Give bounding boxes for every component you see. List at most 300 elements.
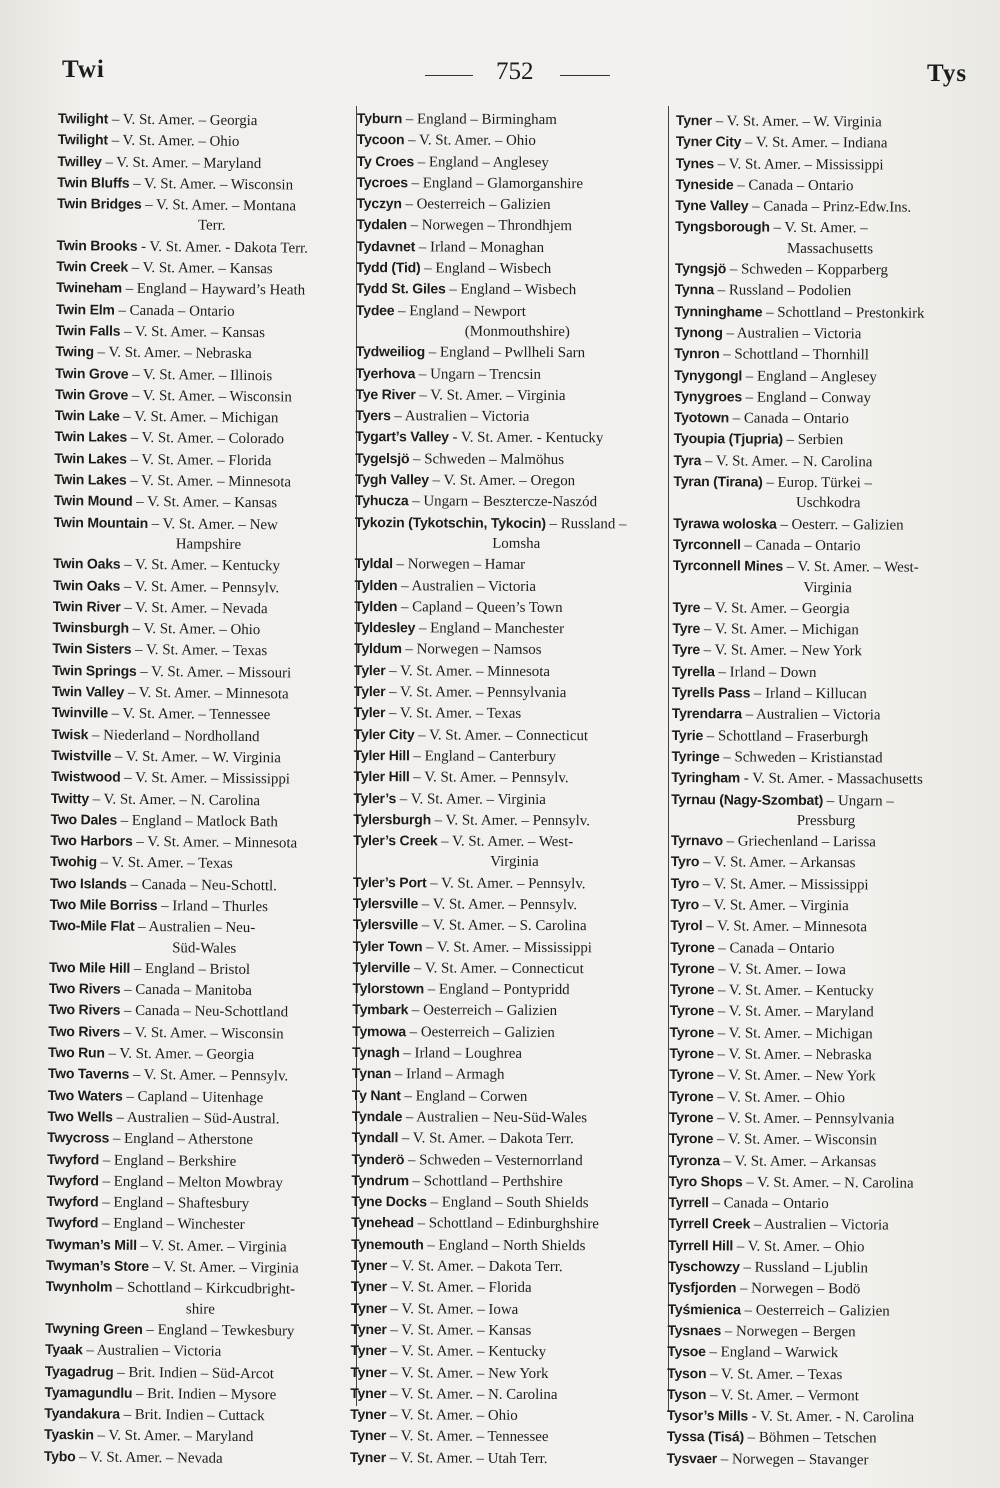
place-location: – England – Atherstone [112, 1130, 254, 1149]
gazetteer-entry [351, 1298, 656, 1321]
place-name: Tyre [672, 620, 701, 637]
gazetteer-entry [55, 341, 347, 365]
place-name: Tynan [351, 1065, 392, 1082]
place-name: Tyrone [669, 1023, 715, 1041]
place-name: Twin River [52, 597, 121, 615]
gazetteer-entry [674, 322, 966, 345]
place-name: Tyrconnell Mines [672, 557, 784, 574]
gazetteer-entry [676, 110, 968, 133]
running-head-right: Tys [927, 60, 968, 87]
place-name: Twohig [50, 853, 97, 870]
place-name: Two Islands [49, 874, 127, 892]
place-location-continued: Pressburg [796, 812, 856, 830]
gazetteer-entry [54, 469, 346, 493]
gazetteer-entry [350, 1447, 655, 1470]
place-name: Tyndale [351, 1107, 403, 1125]
gazetteer-entry [352, 1127, 657, 1150]
gazetteer-entry [353, 787, 658, 810]
place-location: – V. St. Amer. – New [151, 515, 278, 533]
gazetteer-entry [355, 469, 660, 492]
gazetteer-entry [671, 830, 963, 853]
gazetteer-entry [56, 256, 348, 280]
place-location: – V. St. Amer. – N. Carolina [746, 1174, 914, 1192]
place-location: – V. St. Amer. – Ohio [736, 1238, 865, 1256]
place-location: – V. St. Amer. – Minnesota [136, 833, 298, 852]
place-name: Tyrone [669, 981, 715, 998]
gazetteer-entry [357, 129, 662, 152]
place-location: – Canada – Ontario [712, 1195, 829, 1213]
place-name: Tynehead [351, 1214, 414, 1231]
place-location: – Russland – [549, 515, 627, 533]
gazetteer-entry [673, 513, 965, 536]
place-name: Two Waters [47, 1086, 123, 1104]
place-location: – Canada – Ontario [118, 302, 235, 320]
gazetteer-entry [56, 235, 348, 259]
place-name: Tyrella [672, 662, 715, 680]
place-name: Tylerville [352, 958, 411, 976]
place-location: – V. St. Amer. – Ohio [111, 132, 240, 151]
place-name: Tyro [670, 874, 700, 891]
gazetteer-entry [56, 277, 348, 301]
place-location: – V. St. Amer. – Wisconsin [133, 175, 294, 194]
place-location: – England – South Shields [430, 1194, 589, 1212]
place-location: – V. St. Amer. – N. Carolina [92, 790, 261, 809]
gazetteer-entry [672, 661, 964, 684]
place-location: – V. St. Amer. – Montana [145, 197, 297, 215]
place-name: Tylden [354, 576, 398, 593]
place-location: – Schottland – Prestonkirk [766, 304, 925, 322]
gazetteer-entry [668, 1171, 960, 1194]
gazetteer-entry [673, 450, 965, 473]
place-name: Tyne Docks [351, 1193, 427, 1210]
place-location: – Canada – Manitoba [124, 981, 253, 1000]
gazetteer-entry [351, 1149, 656, 1172]
place-name: Tyler [353, 683, 386, 700]
place-name: Ty Nant [351, 1086, 401, 1103]
place-name: Twilight [57, 131, 109, 148]
place-location: – V. St. Amer. – Ohio [132, 620, 261, 639]
column-2 [350, 108, 662, 1470]
place-name: Tyaak [44, 1341, 83, 1358]
place-name: Tyner [350, 1363, 387, 1380]
place-name: Two Mile Hill [48, 958, 131, 976]
place-name: Twin Falls [55, 321, 121, 339]
place-location: – V. St. Amer. – Oregon [432, 472, 576, 490]
place-name: Tyrconnell [672, 535, 741, 553]
place-location: – Australien – Victoria [86, 1342, 222, 1360]
gazetteer-entry [670, 958, 962, 981]
place-name: Tyronza [668, 1151, 720, 1168]
place-name: Tyssa (Tisá) [666, 1428, 745, 1445]
place-name: Tydavnet [356, 237, 416, 255]
gazetteer-entry [671, 851, 963, 874]
place-name: Tyran (Tirana) [673, 473, 763, 490]
gazetteer-entry [58, 108, 350, 132]
place-location: – V. St. Amer. – Iowa [718, 961, 846, 979]
gazetteer-entry [48, 1042, 340, 1066]
gazetteer-entry [53, 512, 345, 557]
place-location: – V. St. Amer. – Michigan [703, 621, 859, 639]
place-name: Twitty [50, 789, 90, 806]
place-location-continued: Süd-Wales [172, 939, 237, 957]
place-name: Tyner [350, 1257, 388, 1274]
gazetteer-entry [352, 957, 657, 980]
place-location: – England – Shaftesbury [102, 1194, 250, 1213]
place-name: Tyldal [354, 555, 393, 572]
place-name: Tydd St. Giles [356, 280, 446, 297]
place-location: – V. St. Amer. – Ohio [717, 1088, 846, 1106]
place-location: – V. St. Amer. – Ohio [408, 132, 536, 150]
place-location: – Norwegen – Bergen [724, 1323, 856, 1341]
place-location: – V. St. Amer. – Missouri [140, 663, 292, 682]
place-location: – V. St. Amer. – W. Virginia [114, 748, 281, 767]
gazetteer-entry [350, 1383, 655, 1406]
place-name: Tysor’s Mills [666, 1407, 749, 1424]
gazetteer-entry [353, 830, 658, 873]
place-name: Tyagadrug [44, 1362, 114, 1380]
place-name: Tyrone [669, 959, 715, 977]
place-location: – V. St. Amer. – Florida [390, 1279, 532, 1297]
place-location: – Australien – Süd-Austral. [116, 1109, 280, 1128]
place-location: – V. St. Amer. – New York [390, 1364, 549, 1382]
place-location: – England – Melton Mowbray [102, 1173, 283, 1192]
place-location: – V. St. Amer. – Nevada [79, 1448, 223, 1467]
place-location: – Schottland – Kirkcudbright- [115, 1280, 296, 1298]
gazetteer-entry [669, 1086, 961, 1109]
place-name: Twin Bluffs [57, 173, 130, 191]
place-location: – Australien – Victoria [753, 1217, 889, 1234]
gazetteer-entry [48, 1021, 340, 1045]
gazetteer-entry [354, 596, 659, 619]
place-location: – V. St. Amer. – Mississippi [426, 938, 592, 956]
gazetteer-entry [669, 1128, 961, 1151]
gazetteer-entry [58, 129, 350, 153]
gazetteer-entry [53, 596, 345, 620]
place-location: – Brit. Indien – Cuttack [123, 1406, 265, 1425]
place-location: – Schweden – Vesternorrland [407, 1151, 583, 1169]
place-location: – England – Birmingham [405, 111, 557, 129]
place-name: Tyrone [669, 1066, 714, 1083]
gazetteer-entry [47, 1127, 339, 1151]
place-name: Tye River [355, 385, 416, 403]
place-location: – Brit. Indien – Süd-Arcot [117, 1364, 275, 1382]
place-name: Tyamagundlu [44, 1383, 133, 1401]
place-name: Twin Lakes [54, 428, 128, 446]
place-name: Tynong [674, 323, 723, 341]
place-location: – Canada – Neu-Schottland [123, 1003, 289, 1021]
place-location: – V. St. Amer. – Maryland [97, 1427, 254, 1446]
place-location: – Capland – Queen’s Town [400, 599, 563, 616]
place-location: – V. St. Amer. – Tennessee [389, 1428, 549, 1446]
gazetteer-entry [51, 787, 343, 811]
place-location: – Australien – Victoria [394, 408, 530, 426]
place-location: – England – Tewkesbury [146, 1321, 295, 1340]
gazetteer-entry [50, 830, 342, 854]
gazetteer-entry [671, 746, 963, 769]
place-name: Tynna [674, 281, 715, 298]
place-name: Twycross [47, 1129, 110, 1146]
place-location: – England – Conway [745, 389, 872, 407]
place-location: – V. St. Amer. – Pennsylv. [413, 769, 569, 787]
place-name: Tyler [353, 704, 386, 721]
gazetteer-entry [57, 172, 349, 196]
place-name: Tyner [350, 1406, 387, 1423]
place-location: – Irland – Monaghan [418, 239, 545, 256]
place-name: Tyler’s Creek [353, 832, 438, 849]
place-location: – V. St. Amer. – Ohio [389, 1407, 518, 1424]
gazetteer-entry [352, 1085, 657, 1108]
place-name: Tyldum [354, 640, 402, 657]
place-location: – V. St. Amer. – Minnesota [130, 472, 292, 491]
gazetteer-entry [350, 1340, 655, 1363]
place-location: – V. St. Amer. – Maryland [105, 154, 262, 172]
place-location: – V. St. Amer. – Florida [130, 451, 272, 470]
gazetteer-entry [356, 236, 661, 259]
place-name: Tyrells Pass [671, 684, 751, 701]
place-location-continued: (Monmouthshire) [464, 323, 570, 341]
gazetteer-entry [672, 597, 964, 620]
gazetteer-entry [354, 575, 659, 598]
header-rule-right [560, 75, 610, 76]
place-name: Twineham [56, 279, 123, 297]
place-location: – V. St. Amer. – Virginia [152, 1259, 299, 1277]
gazetteer-entry [48, 999, 340, 1023]
place-location: – Böhmen – Tetschen [747, 1429, 877, 1447]
gazetteer-entry [675, 216, 967, 260]
gazetteer-entry [357, 172, 662, 195]
place-name: Tyburn [356, 109, 403, 127]
gazetteer-entry [670, 937, 962, 960]
place-name: Tyner [350, 1427, 387, 1444]
place-name: Tymbark [352, 1001, 409, 1018]
gazetteer-entry [351, 1212, 656, 1235]
place-name: Twistwood [50, 768, 121, 785]
place-location: – England – North Shields [427, 1237, 586, 1254]
place-name: Tysoe [667, 1343, 706, 1360]
place-name: Twin Elm [55, 300, 115, 318]
gazetteer-entry [675, 258, 967, 281]
place-name: Two Harbors [50, 832, 133, 849]
gazetteer-entry [354, 681, 659, 704]
gazetteer-entry [352, 1021, 657, 1044]
place-name: Tyler’s [353, 789, 397, 806]
gazetteer-entry [670, 915, 962, 938]
gazetteer-entry [351, 1170, 656, 1193]
place-name: Tyrawa woloska [673, 514, 777, 532]
place-location: – Oesterr. – Galizien [780, 516, 904, 534]
place-name: Twilley [57, 152, 102, 170]
place-name: Twyman’s Mill [46, 1235, 137, 1253]
place-location: – V. St. Amer. – W. Virginia [715, 113, 882, 131]
gazetteer-entry [674, 343, 966, 366]
place-name: Twin Lakes [54, 449, 127, 467]
place-location: – England – Pontypridd [427, 981, 570, 999]
place-name: Tyrnau (Nagy-Szombat) [671, 790, 824, 808]
place-location: – Brit. Indien – Mysore [135, 1385, 277, 1404]
place-name: Tynes [675, 154, 715, 171]
place-name: Tylersville [352, 894, 419, 912]
place-location: – V. St. Amer. – Minnesota [706, 918, 868, 936]
place-location-continued: shire [185, 1301, 215, 1318]
gazetteer-entry [668, 1235, 960, 1258]
place-name: Twin Brooks [56, 236, 138, 254]
place-location: – Serbien [786, 432, 844, 449]
gazetteer-entry [357, 151, 662, 174]
place-name: Tyers [355, 407, 391, 424]
gazetteer-entry [676, 131, 968, 154]
place-name: Tyringe [671, 747, 720, 765]
place-location: – V. St. Amer. – Michigan [123, 408, 279, 427]
gazetteer-entry [55, 405, 347, 429]
place-name: Tyner [350, 1278, 387, 1295]
place-location: – V. St. Amer. – Maryland [717, 1003, 874, 1021]
place-location: – V. St. Amer. – Pennsylv. [430, 875, 586, 892]
place-location: – Schweden – Kopparberg [729, 261, 889, 279]
gazetteer-entry [669, 1107, 961, 1130]
place-name: Tyaskin [44, 1426, 94, 1443]
gazetteer-entry [46, 1191, 338, 1215]
gazetteer-entry [52, 638, 344, 662]
place-name: Tyro [670, 895, 700, 913]
gazetteer-entry [667, 1405, 959, 1428]
place-name: Tyrrell Creek [668, 1215, 751, 1232]
place-location: – England – Bristol [133, 960, 251, 978]
place-location: - V. St. Amer. - Kentucky [452, 429, 604, 447]
gazetteer-entry [675, 279, 967, 302]
place-location: – V. St. Amer. – Nebraska [97, 344, 252, 363]
place-location: – Norwegen – Hamar [396, 556, 526, 574]
gazetteer-entry [674, 386, 966, 409]
place-name: Two Mile Borriss [49, 895, 158, 914]
gazetteer-entry [49, 978, 341, 1002]
place-name: Twin Springs [52, 661, 137, 679]
place-name: Twing [55, 343, 94, 360]
place-location: – V. St. Amer. – Pennsylvania [717, 1110, 895, 1128]
place-location: – Australien – Victoria [745, 706, 881, 724]
place-location: – V. St. Amer. – Kentucky [124, 556, 281, 575]
place-location-continued: Virginia [803, 579, 852, 596]
place-name: Tynemouth [351, 1235, 424, 1253]
gazetteer-entry [354, 745, 659, 768]
place-name: Tylersville [352, 916, 419, 933]
gazetteer-entry [355, 426, 660, 449]
place-location: – Oesterreich – Galizien [405, 196, 551, 214]
place-location: – Schottland – Thornhill [723, 346, 870, 364]
place-location: – V. St. Amer. – Virginia [419, 387, 566, 404]
place-name: Tysfjorden [667, 1279, 737, 1296]
place-location: – Canada – Ontario [737, 177, 854, 195]
gazetteer-entry [353, 936, 658, 959]
place-location: – Ungarn – [826, 792, 894, 810]
place-location: – V. St. Amer. – Georgia [111, 111, 258, 130]
place-name: Tyro Shops [668, 1172, 743, 1190]
place-location: – V. St. Amer. – Wisconsin [123, 1024, 284, 1043]
place-name: Tyner [350, 1384, 387, 1401]
place-location: – V. St. Amer. – Pennsylvania [389, 684, 567, 702]
place-name: Tycoon [356, 131, 405, 148]
gazetteer-entry [49, 915, 341, 960]
place-location: – England – Manchester [418, 620, 565, 638]
gazetteer-entry [668, 1256, 960, 1279]
gazetteer-entry [355, 384, 660, 407]
place-location: – V. St. Amer. – Mississippi [702, 875, 869, 894]
place-name: Tydalen [356, 216, 407, 233]
place-location-continued: Uschkodra [795, 495, 861, 512]
gazetteer-entry [50, 809, 342, 833]
column-1 [44, 108, 350, 1470]
place-location: – V. St. Amer. – Nevada [124, 599, 268, 618]
place-location: – V. St. Amer. – Kansas [131, 259, 273, 278]
place-location: – England – Pwllheli Sarn [428, 344, 586, 362]
place-name: Tygart’s Valley [355, 428, 449, 445]
place-location: – V. St. Amer. – Mississippi [717, 155, 884, 174]
place-name: Tynygongl [674, 366, 743, 384]
place-location: – England – Wisbech [449, 281, 577, 299]
place-name: Twinville [51, 704, 109, 721]
place-location: – Russland – Ljublin [743, 1259, 869, 1277]
gazetteer-entry [356, 300, 661, 343]
gazetteer-entry [669, 1022, 961, 1045]
place-location: – Irland – Down [718, 664, 817, 681]
gazetteer-entry [667, 1320, 959, 1343]
gazetteer-entry [669, 1043, 961, 1066]
place-name: Tyrie [671, 726, 704, 743]
gazetteer-entry [350, 1361, 655, 1384]
place-name: Tyrrell Hill [668, 1236, 734, 1254]
place-name: Tyotown [673, 409, 730, 426]
place-location: – England – Canterbury [413, 748, 557, 765]
place-location: – Niederland – Nordholland [91, 727, 260, 745]
place-name: Tybo [43, 1447, 76, 1464]
gazetteer-entry [353, 809, 658, 832]
gazetteer-entry [46, 1212, 338, 1236]
place-name: Tyner [350, 1299, 387, 1316]
place-location: – V. St. Amer. – Kentucky [390, 1343, 547, 1361]
place-location: – England – Anglesey [745, 368, 877, 385]
gazetteer-entry [667, 1341, 959, 1364]
place-location: – V. St. Amer. – N. Carolina [390, 1386, 558, 1403]
gazetteer-entry [672, 725, 964, 748]
gazetteer-entry [50, 894, 342, 918]
place-location: – V. St. Amer. – Michigan [717, 1025, 873, 1043]
page-number: 752 [496, 58, 534, 85]
gazetteer-entry [53, 575, 345, 599]
place-name: Tyczyn [356, 195, 402, 212]
gazetteer-entry [673, 534, 965, 557]
place-name: Tyner [675, 111, 713, 129]
gazetteer-entry [354, 702, 659, 725]
place-location: – V. St. Amer. – Wisconsin [131, 387, 292, 406]
place-location: – England – Winchester [101, 1215, 245, 1234]
place-location: – Canada – Neu-Schottl. [130, 876, 277, 895]
place-name: Twyning Green [45, 1319, 143, 1337]
place-location: – V. St. Amer. – Colorado [130, 430, 285, 448]
place-name: Twin Oaks [53, 555, 121, 572]
place-name: Twyford [46, 1150, 100, 1168]
place-location: – V. St. Amer. – Tennessee [111, 705, 271, 724]
place-name: Twin Bridges [56, 195, 142, 213]
gazetteer-entry [46, 1255, 338, 1279]
place-name: Tynygroes [673, 387, 743, 405]
place-name: Tyler City [353, 725, 415, 742]
place-name: Two Dales [50, 810, 118, 828]
place-name: Tyndall [351, 1129, 399, 1146]
gazetteer-entry [356, 214, 661, 237]
gazetteer-entry [668, 1192, 960, 1215]
place-name: Twin Lakes [54, 471, 127, 488]
gazetteer-entry [668, 1213, 960, 1236]
place-location: – V. St. Amer. – Texas [710, 1365, 843, 1383]
